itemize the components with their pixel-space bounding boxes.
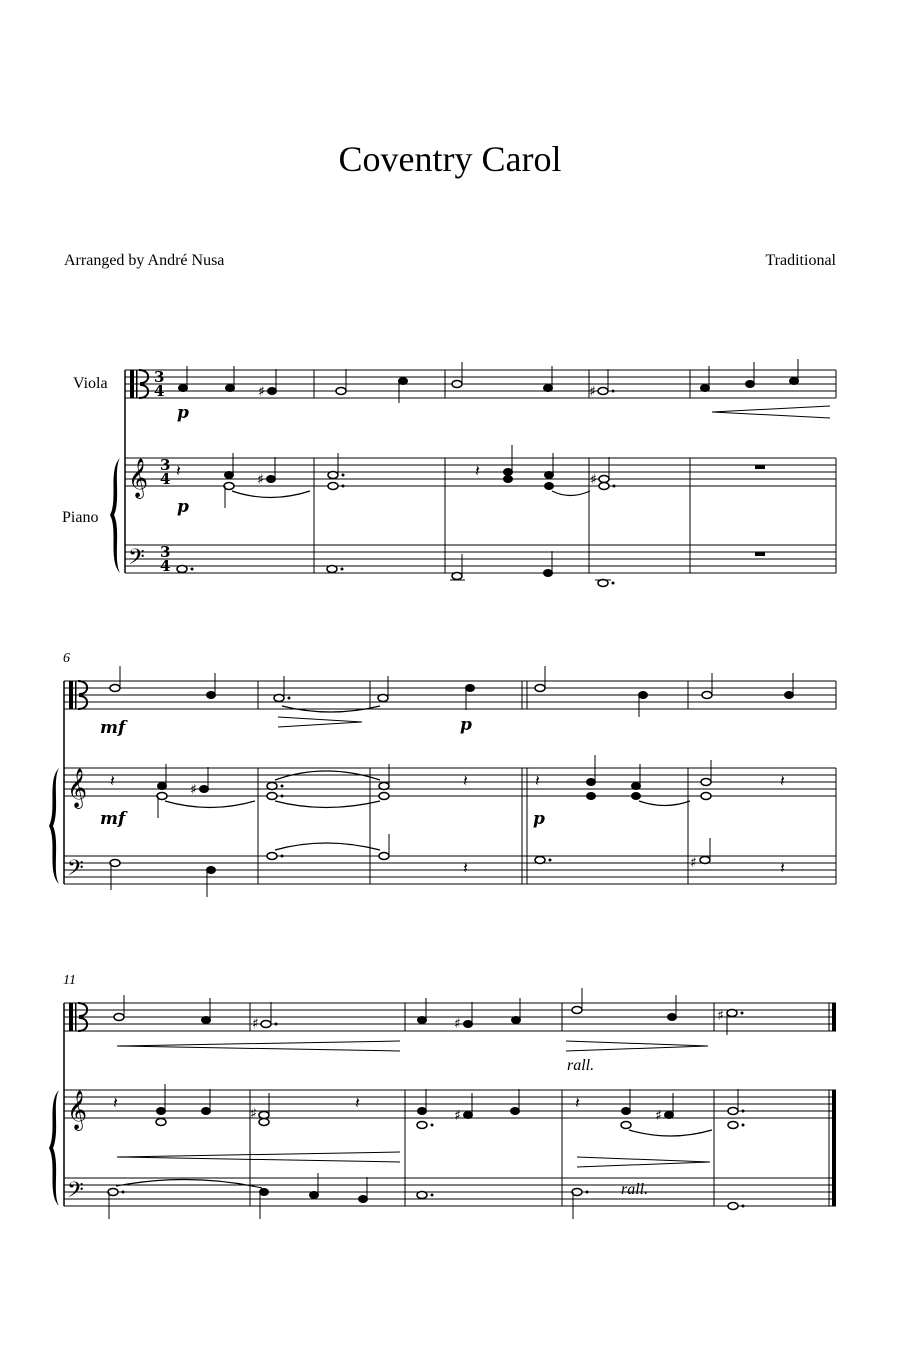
composer-credit: Traditional — [765, 252, 836, 269]
piano-bass-staff-3 — [64, 1178, 836, 1206]
svg-text:♯: ♯ — [257, 472, 264, 488]
piano-bass-notes-system-2 — [110, 834, 785, 897]
svg-text:4: 4 — [154, 382, 165, 400]
svg-text:3: 3 — [154, 368, 165, 386]
page-title: Coventry Carol — [338, 139, 562, 179]
svg-text:♯: ♯ — [252, 1016, 259, 1032]
svg-text:♯: ♯ — [690, 855, 697, 871]
system-2 — [49, 651, 836, 897]
svg-text:♯: ♯ — [454, 1016, 461, 1032]
svg-text:𝄽: 𝄽 — [575, 1093, 580, 1112]
arranger-credit: Arranged by André Nusa — [64, 252, 225, 269]
svg-text:♯: ♯ — [258, 384, 265, 400]
piano-brace-2 — [49, 768, 59, 884]
piano-bass-notes-system-1 — [177, 551, 765, 587]
decrescendo-hairpin-3 — [566, 1041, 708, 1051]
viola-label: Viola — [73, 375, 108, 392]
final-barline — [832, 1003, 836, 1206]
piano-brace-3 — [49, 1090, 59, 1206]
svg-text:♯: ♯ — [190, 782, 197, 798]
svg-text:♯: ♯ — [589, 384, 596, 400]
piano-treble-staff-2 — [64, 768, 836, 796]
svg-text:𝄽: 𝄽 — [176, 461, 181, 480]
piano-treble-notes-system-3 — [113, 1084, 745, 1136]
dynamic-p-piano-m9: p — [533, 809, 545, 829]
svg-text:𝄽: 𝄽 — [463, 771, 468, 790]
piano-label: Piano — [62, 509, 99, 526]
piano-brace — [110, 458, 120, 573]
system-1 — [62, 359, 836, 587]
piano-treble-notes-system-2 — [110, 755, 785, 818]
svg-text:𝄽: 𝄽 — [463, 858, 468, 877]
treble-clef-icon: 𝄞 — [67, 768, 88, 808]
svg-text:𝄽: 𝄽 — [113, 1093, 118, 1112]
svg-text:4: 4 — [160, 557, 171, 575]
treble-clef-icon: 𝄞 — [67, 1090, 88, 1130]
svg-text:♯: ♯ — [454, 1108, 461, 1124]
bass-clef-icon: 𝄢 — [67, 856, 84, 886]
svg-text:♯: ♯ — [590, 472, 597, 488]
svg-text:♯: ♯ — [250, 1106, 257, 1122]
piano-treble-staff-3 — [64, 1090, 836, 1118]
piano-bass-notes-system-3 — [108, 1173, 745, 1219]
dynamic-p-piano: p — [177, 497, 189, 517]
viola-notes-system-3 — [114, 988, 744, 1035]
piano-bass-staff-2 — [64, 856, 836, 884]
measure-number-6: 6 — [63, 651, 70, 666]
dynamic-mf: mf — [100, 718, 126, 738]
crescendo-hairpin-3 — [117, 1041, 400, 1051]
rall-viola: rall. — [567, 1057, 595, 1074]
svg-text:3: 3 — [160, 543, 171, 561]
piano-treble-notes-system-1 — [176, 445, 765, 508]
bass-clef-icon: 𝄢 — [128, 545, 145, 575]
dynamic-mf-piano: mf — [100, 809, 126, 829]
svg-text:𝄽: 𝄽 — [355, 1093, 360, 1112]
crescendo-hairpin-piano — [117, 1152, 400, 1162]
measure-number-11: 11 — [63, 973, 76, 988]
viola-staff-2 — [64, 681, 836, 709]
dynamic-p-m8: p — [460, 715, 472, 735]
treble-clef-icon: 𝄞 — [128, 458, 149, 498]
bass-clef-icon: 𝄢 — [67, 1178, 84, 1208]
svg-text:♯: ♯ — [717, 1008, 724, 1024]
decrescendo-hairpin — [278, 717, 362, 727]
svg-text:3: 3 — [160, 456, 171, 474]
svg-text:𝄽: 𝄽 — [535, 771, 540, 790]
decrescendo-hairpin-piano — [577, 1157, 710, 1167]
crescendo-hairpin — [712, 406, 830, 418]
dynamic-p: p — [177, 403, 189, 423]
svg-text:♯: ♯ — [655, 1108, 662, 1124]
piano-bass-staff — [125, 545, 836, 573]
rall-piano: rall. — [621, 1181, 649, 1198]
svg-text:𝄽: 𝄽 — [475, 461, 480, 480]
svg-text:𝄽: 𝄽 — [110, 771, 115, 790]
viola-staff — [125, 370, 836, 398]
system-3 — [49, 973, 836, 1219]
svg-text:4: 4 — [160, 470, 171, 488]
svg-text:𝄽: 𝄽 — [780, 771, 785, 790]
svg-text:𝄽: 𝄽 — [780, 858, 785, 877]
viola-notes-system-1 — [179, 359, 799, 403]
